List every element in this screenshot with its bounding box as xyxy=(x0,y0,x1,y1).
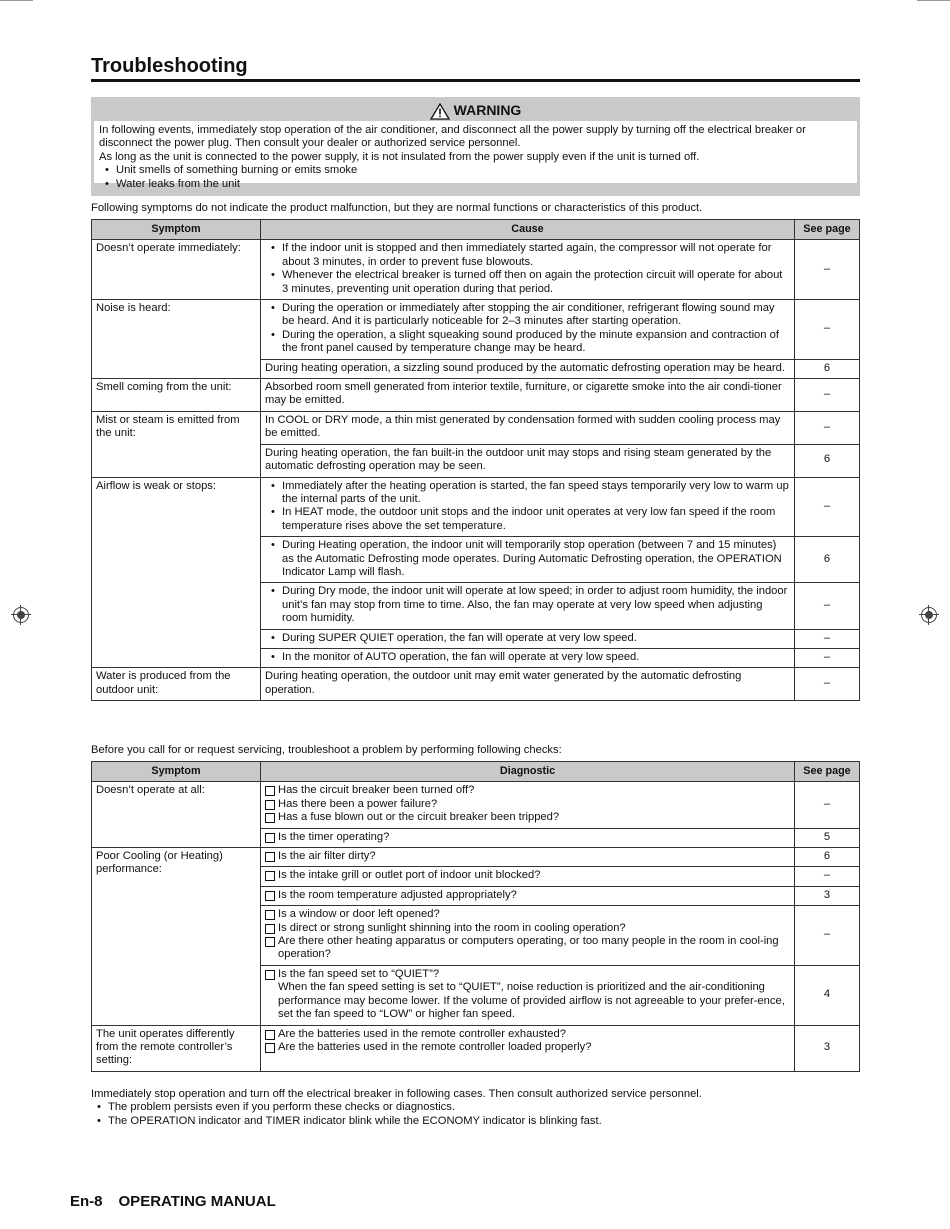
diagnostic-cell xyxy=(261,965,795,1025)
checklist-item: Are the batteries used in the remote controller exhausted? xyxy=(265,1028,790,1041)
table-row xyxy=(92,477,860,537)
diagnostic-cell xyxy=(261,848,795,867)
column-header: Symptom xyxy=(92,762,261,782)
see-page-cell: – xyxy=(795,300,860,360)
cause-cell xyxy=(261,629,795,648)
symptom-cell: The unit operates differently from the remote controller’s setting: xyxy=(92,1025,261,1071)
checklist-item: Is the room temperature adjusted appropriately? xyxy=(265,889,790,902)
cause-cell xyxy=(261,359,795,378)
stop-notice xyxy=(91,1088,860,1128)
cause-cell xyxy=(261,300,795,360)
checklist-item: Is the intake grill or outlet port of indoor unit blocked? xyxy=(265,869,790,882)
cause-cell xyxy=(261,477,795,537)
page-title: Troubleshooting xyxy=(91,55,248,77)
symptom-cell: Doesn’t operate at all: xyxy=(92,782,261,848)
checklist-item: Has the circuit breaker been turned off? xyxy=(265,784,790,797)
checklist-item: Are the batteries used in the remote controller loaded properly? xyxy=(265,1041,790,1054)
see-page-cell: – xyxy=(795,867,860,886)
cause-cell xyxy=(261,379,795,412)
warning-triangle-icon xyxy=(430,103,450,120)
symptom-cell: Poor Cooling (or Heating) performance: xyxy=(92,848,261,1025)
see-page-cell: 6 xyxy=(795,537,860,583)
cause-bullet: • Immediately after the heating operation is started, the fan speed stays temporarily very low to warm up the internal parts of the unit. xyxy=(265,480,790,507)
column-header: See page xyxy=(795,762,860,782)
see-page-cell: – xyxy=(795,782,860,828)
column-header: Symptom xyxy=(92,220,261,240)
see-page-cell: – xyxy=(795,648,860,667)
cause-text: In COOL or DRY mode, a thin mist generated by condensation formed with sudden cooling process may be emitted. xyxy=(265,413,781,440)
table-row xyxy=(92,240,860,300)
table-row xyxy=(92,379,860,412)
cause-bullet: • In HEAT mode, the outdoor unit stops and the indoor unit operates at very low fan speed if the room temperature rises above the set temperature. xyxy=(265,506,790,533)
checklist-item: Is direct or strong sunlight shinning into the room in cooling operation? xyxy=(265,922,790,935)
table-row xyxy=(92,411,860,444)
column-header: See page xyxy=(795,220,860,240)
normal-symptoms-table xyxy=(91,219,860,701)
diagnostic-cell xyxy=(261,1025,795,1071)
page-number: En-8 xyxy=(70,1193,103,1210)
stop-note-text: Immediately stop operation and turn off the electrical breaker in following cases. Then consult authorized service personnel. xyxy=(91,1088,702,1100)
crop-mark xyxy=(0,0,33,1)
cause-text: During heating operation, a sizzling sound produced by the automatic defrosting operation may be heard. xyxy=(265,361,785,374)
see-page-cell: 4 xyxy=(795,965,860,1025)
column-header: Cause xyxy=(261,220,795,240)
see-page-cell: – xyxy=(795,668,860,701)
cause-cell xyxy=(261,668,795,701)
symptom-cell: Noise is heard: xyxy=(92,300,261,379)
symptom-cell: Smell coming from the unit: xyxy=(92,379,261,412)
see-page-cell: 3 xyxy=(795,1025,860,1071)
cause-bullet: • During Dry mode, the indoor unit will operate at low speed; in order to adjust room humidity, the indoor unit’s fan may stop from time to time. Also, the fan may operate at very low speed when adjusting room humidity. xyxy=(265,585,790,625)
warning-body xyxy=(94,121,857,190)
diagnostic-cell xyxy=(261,828,795,847)
warning-text: In following events, immediately stop operation of the air conditioner, and disconnect all the power supply by turning off the electrical breaker or disconnect the power plug. Then consult your dealer or authorized service personnel. xyxy=(99,124,806,150)
cause-text: During heating operation, the fan built-in the outdoor unit may stops and rising steam generated by the automatic defrosting operation may be seen. xyxy=(265,446,772,473)
stop-bullet: • The OPERATION indicator and TIMER indicator blink while the ECONOMY indicator is blinking fast. xyxy=(91,1115,860,1128)
cause-bullet: • During Heating operation, the indoor unit will temporarily stop operation (between 7 and 15 minutes) as the Automatic Defrosting mode operates. During Automatic Defrosting operation, the OPERATION Indicator Lamp will flash. xyxy=(265,539,790,579)
checklist-item: Has there been a power failure? xyxy=(265,798,790,811)
see-page-cell: – xyxy=(795,240,860,300)
see-page-cell: – xyxy=(795,477,860,537)
symptom-cell: Airflow is weak or stops: xyxy=(92,477,261,668)
registration-mark-icon xyxy=(921,607,937,623)
checklist-item: Has a fuse blown out or the circuit breaker been tripped? xyxy=(265,811,790,824)
cause-cell xyxy=(261,583,795,629)
cause-cell xyxy=(261,240,795,300)
table-row xyxy=(92,300,860,360)
cause-cell xyxy=(261,444,795,477)
cause-cell xyxy=(261,537,795,583)
cause-bullet: • During the operation, a slight squeaking sound produced by the minute expansion and contraction of the front panel caused by temperature change may be heard. xyxy=(265,329,790,356)
checklist-item: Is the timer operating? xyxy=(265,831,790,844)
registration-mark-icon xyxy=(13,607,29,623)
see-page-cell: – xyxy=(795,906,860,966)
cause-bullet: • Whenever the electrical breaker is turned off then on again the protection circuit will operate for about 3 minutes, preventing unit operation during that period. xyxy=(265,269,790,296)
stop-bullet: • The problem persists even if you perform these checks or diagnostics. xyxy=(91,1101,860,1114)
symptom-cell: Mist or steam is emitted from the unit: xyxy=(92,411,261,477)
warning-title: WARNING xyxy=(453,102,522,119)
table-row xyxy=(92,668,860,701)
warning-bullet: • Water leaks from the unit xyxy=(99,178,852,191)
see-page-cell: – xyxy=(795,629,860,648)
title-rule xyxy=(91,79,860,82)
diagnostic-cell xyxy=(261,906,795,966)
cause-bullet: • In the monitor of AUTO operation, the fan will operate at very low speed. xyxy=(265,651,790,664)
checklist-item: Is the air filter dirty? xyxy=(265,850,790,863)
cause-cell xyxy=(261,648,795,667)
column-header: Diagnostic xyxy=(261,762,795,782)
warning-bullet: • Unit smells of something burning or emits smoke xyxy=(99,164,852,177)
cause-bullet: • During the operation or immediately after stopping the air conditioner, refrigerant flowing sound may be heard. And it is particularly noticeable for 2–3 minutes after starting operation. xyxy=(265,302,790,329)
table-row xyxy=(92,1025,860,1071)
checklist-item: Is the fan speed set to “QUIET”? xyxy=(265,968,790,981)
diagnostic-table xyxy=(91,761,860,1072)
warning-header xyxy=(94,101,857,121)
see-page-cell: 5 xyxy=(795,828,860,847)
normal-functions-intro: Following symptoms do not indicate the product malfunction, but they are normal functions or characteristics of this product. xyxy=(91,202,703,214)
diagnostic-cell xyxy=(261,886,795,905)
cause-text: During heating operation, the outdoor unit may emit water generated by the automatic defrosting operation. xyxy=(265,670,742,696)
checklist-item: Are there other heating apparatus or computers operating, or too many people in the room in cool-ing operation? xyxy=(265,935,790,962)
cause-bullet: • If the indoor unit is stopped and then immediately started again, the compressor will not operate for about 3 minutes, in order to prevent fuse blowouts. xyxy=(265,242,790,269)
diagnostic-detail: When the fan speed setting is set to “QUIET”, noise reduction is prioritized and the air-conditioning performance may become lower. If the volume of provided airflow is not agreeable to your prefer-ence, set the fan speed to “LOW” or higher fan speed. xyxy=(278,981,785,1021)
warning-box xyxy=(91,97,860,196)
see-page-cell: – xyxy=(795,411,860,444)
see-page-cell: – xyxy=(795,583,860,629)
cause-cell xyxy=(261,411,795,444)
checks-intro: Before you call for or request servicing, troubleshoot a problem by performing following checks: xyxy=(91,744,562,756)
cause-text: Absorbed room smell generated from interior textile, furniture, or cigarette smoke into the air condi-tioner may be emitted. xyxy=(265,381,782,407)
symptom-cell: Doesn’t operate immediately: xyxy=(92,240,261,300)
diagnostic-cell xyxy=(261,782,795,828)
crop-mark xyxy=(917,0,950,1)
table-row xyxy=(92,782,860,828)
symptom-cell: Water is produced from the outdoor unit: xyxy=(92,668,261,701)
page-footer xyxy=(70,1193,276,1211)
see-page-cell: 6 xyxy=(795,359,860,378)
cause-bullet: • During SUPER QUIET operation, the fan will operate at very low speed. xyxy=(265,632,790,645)
see-page-cell: – xyxy=(795,379,860,412)
warning-text: As long as the unit is connected to the power supply, it is not insulated from the power supply even if the unit is turned off. xyxy=(99,150,700,163)
see-page-cell: 3 xyxy=(795,886,860,905)
diagnostic-cell xyxy=(261,867,795,886)
checklist-item: Is a window or door left opened? xyxy=(265,908,790,921)
see-page-cell: 6 xyxy=(795,848,860,867)
see-page-cell: 6 xyxy=(795,444,860,477)
manual-label: OPERATING MANUAL xyxy=(118,1193,276,1210)
table-row xyxy=(92,848,860,867)
